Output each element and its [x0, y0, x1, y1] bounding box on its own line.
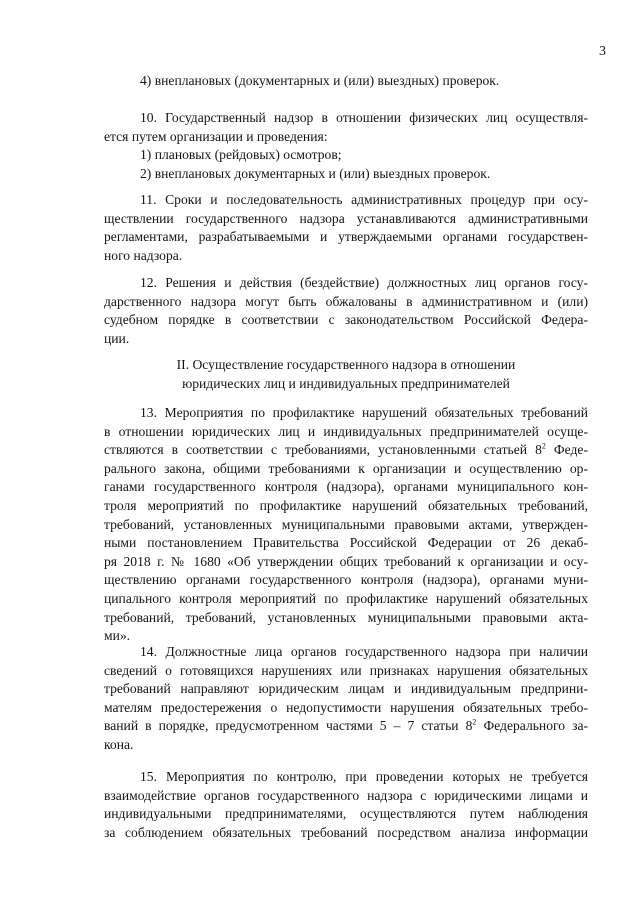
- text-line: 12. Решения и действия (бездействие) должностных лиц органов госу-: [140, 275, 588, 290]
- text-line: за соблюдением обязательных требований посредством анализа информации: [104, 824, 588, 840]
- section-title-line: II. Осуществление государственного надзора в отношении: [176, 357, 516, 372]
- text-line: [104, 441, 588, 460]
- text-line: ного надзора.: [104, 247, 183, 263]
- text-line: 10. Государственный надзор в отношении физических лиц осуществля-: [140, 110, 588, 125]
- text-line: рального закона, общими требованиями к организации и осуществлению ор-: [104, 460, 588, 476]
- text-line: ципального контроля мероприятий по профилактике нарушений обязательных: [104, 590, 588, 606]
- text-line: 11. Сроки и последовательность административных процедур при осу-: [140, 192, 588, 207]
- text-line: ется путем организации и проведения:: [104, 128, 328, 144]
- text-line: дарственного надзора могут быть обжалованы в административном и (или): [104, 293, 588, 309]
- superscript: 2: [541, 441, 546, 451]
- text-fragment: ствляются в соответствии с требованиями, установленными статьей 8: [104, 442, 542, 458]
- text-line: 1) плановых (рейдовых) осмотров;: [140, 147, 342, 163]
- paragraph-13: [104, 404, 588, 646]
- text-line: ными постановлением Правительства Российской Федерации от 26 декаб-: [104, 535, 588, 551]
- superscript: 2: [472, 717, 477, 727]
- list-item-4: [104, 72, 588, 91]
- text-line: требований, установленных муниципальными правовыми актами, утвержден-: [104, 516, 588, 532]
- text-line: троля мероприятий по профилактике нарушений обязательных требований,: [104, 497, 588, 513]
- paragraph-12: [104, 274, 588, 348]
- text-line: регламентами, разрабатываемыми и утверждаемыми органами государствен-: [104, 229, 588, 245]
- text-line: в отношении юридических лиц и индивидуальных предпринимателей осуще-: [104, 423, 588, 439]
- text-line: сведений о готовящихся нарушениях или признаках нарушения обязательных: [104, 662, 588, 678]
- section-title: [104, 356, 588, 393]
- text-line: судебном порядке в соответствии с законодательством Российской Федера-: [104, 312, 588, 328]
- text-line: 4) внеплановых (документарных и (или) выездных) проверок.: [140, 73, 500, 88]
- text-line: ществлении государственного надзора устанавливаются административными: [104, 210, 588, 226]
- text-line: [104, 717, 588, 736]
- text-line: ря 2018 г. № 1680 «Об утверждении общих требований к организации и осу-: [104, 553, 588, 569]
- text-fragment: Федерального за-: [476, 718, 589, 734]
- page-number: 3: [599, 44, 606, 59]
- text-fragment: Феде-: [545, 442, 588, 458]
- text-line: ганами государственного контроля (надзора), органами муниципального кон-: [104, 479, 588, 495]
- text-line: 15. Мероприятия по контролю, при проведении которых не требуется: [140, 769, 588, 784]
- text-line: мателям предостережения о недопустимости нарушения обязательных требо-: [104, 699, 588, 715]
- text-line: ми».: [104, 628, 131, 644]
- paragraph-10: [104, 109, 588, 183]
- text-line: 14. Должностные лица органов государственного надзора при наличии: [140, 644, 588, 659]
- text-line: 13. Мероприятия по профилактике нарушений обязательных требований: [140, 405, 588, 420]
- paragraph-11: [104, 191, 588, 265]
- text-line: взаимодействие органов государственного надзора с юридическими лицами и: [104, 787, 588, 803]
- paragraph-14: [104, 643, 588, 755]
- text-line: кона.: [104, 736, 134, 752]
- text-line: ции.: [104, 330, 130, 346]
- text-line: индивидуальными предпринимателями, осуществляются путем наблюдения: [104, 806, 588, 822]
- paragraph-15: [104, 768, 588, 842]
- text-line: 2) внеплановых документарных и (или) выездных проверок.: [140, 165, 491, 181]
- text-line: ществлению органами государственного контроля (надзора), органами муни-: [104, 572, 588, 588]
- section-title-line: юридических лиц и индивидуальных предпринимателей: [182, 375, 510, 391]
- text-fragment: ваний в порядке, предусмотренном частями 5 – 7 статьи 8: [104, 718, 473, 734]
- text-line: требований, требований, установленных муниципальными правовыми акта-: [104, 609, 588, 625]
- text-line: требований направляют юридическим лицам и индивидуальным предприни-: [104, 681, 588, 697]
